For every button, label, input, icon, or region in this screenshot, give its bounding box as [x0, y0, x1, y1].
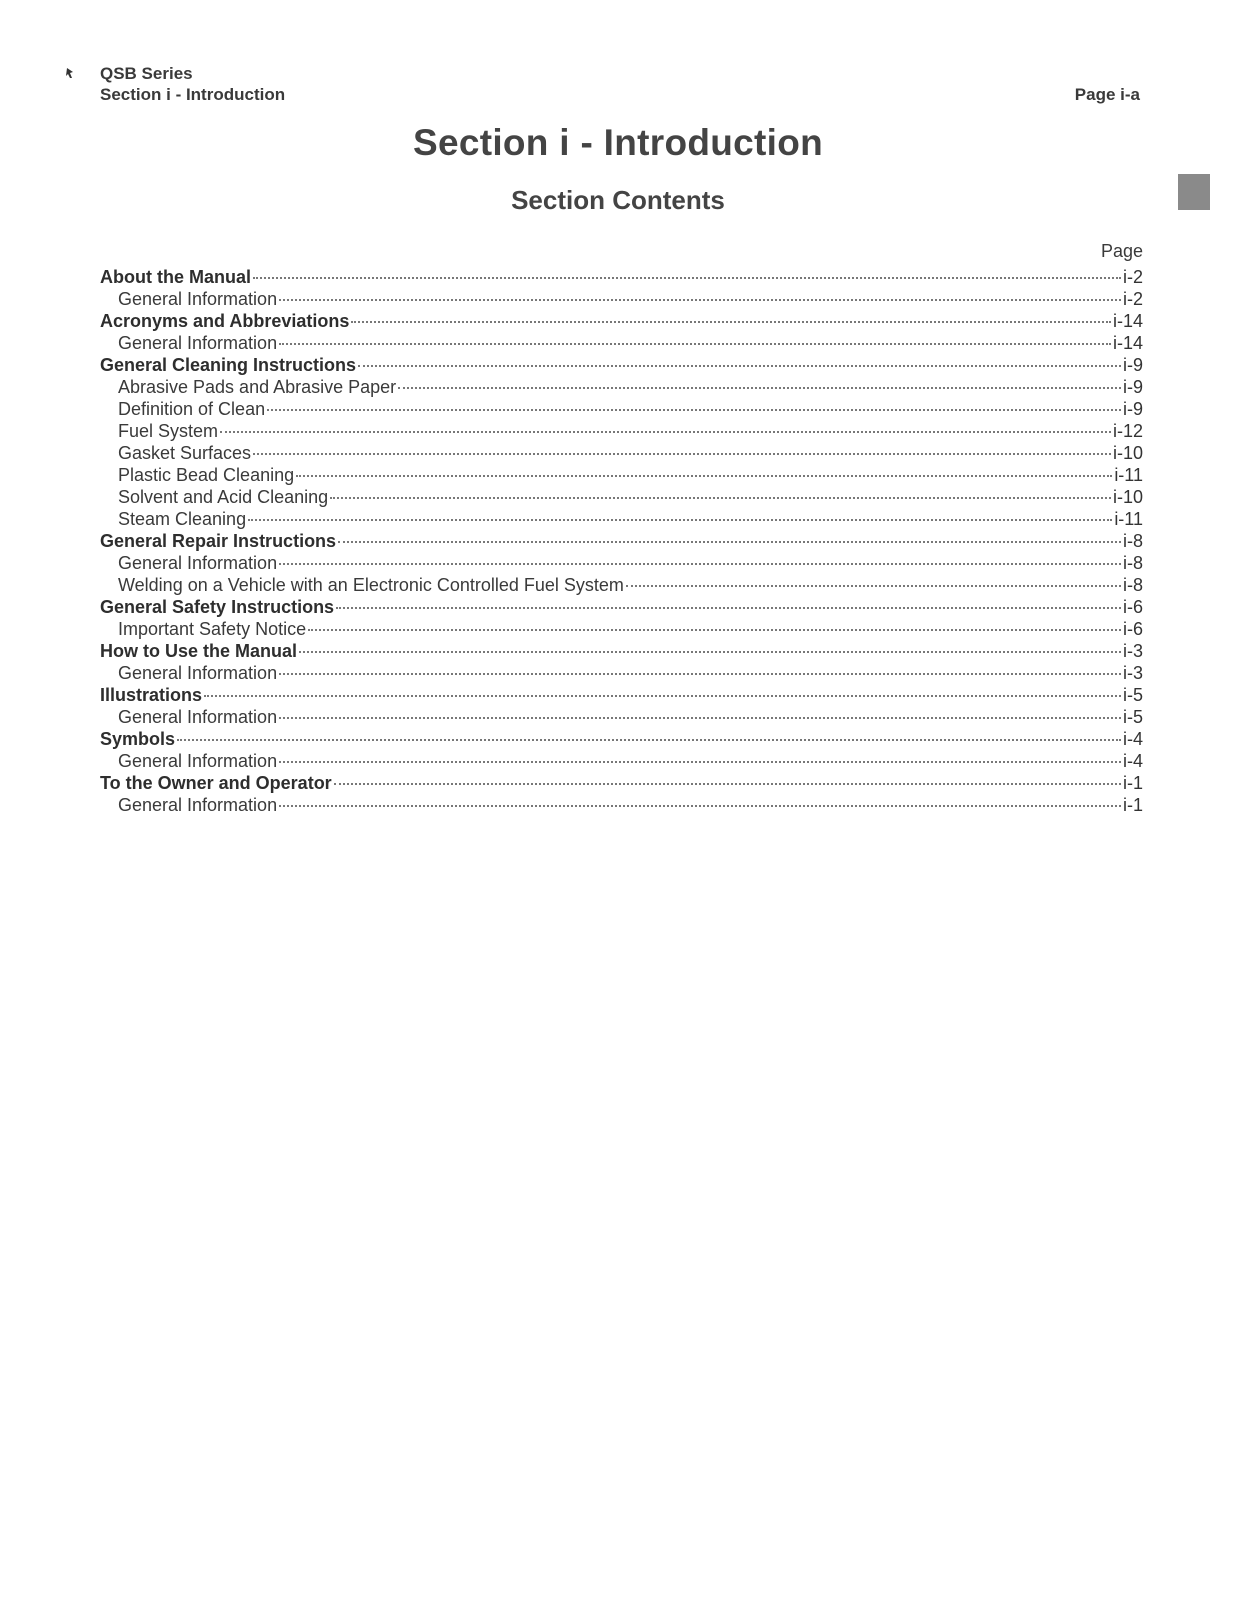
toc-entry-page: i-8 — [1122, 531, 1143, 551]
toc-dot-leader — [279, 805, 1121, 807]
toc-dot-leader — [296, 475, 1112, 477]
toc-subentry[interactable] — [100, 508, 1143, 530]
toc-dot-leader — [279, 563, 1121, 565]
toc-subentry[interactable] — [100, 750, 1143, 772]
toc-dot-leader — [308, 629, 1121, 631]
toc-entry-label: To the Owner and Operator — [100, 773, 332, 793]
toc-entry-page: i-10 — [1112, 443, 1143, 463]
header-page-number: Page i-a — [1074, 85, 1140, 104]
toc-entry-page: i-2 — [1122, 289, 1143, 309]
toc-entry-page: i-9 — [1122, 377, 1143, 397]
toc-dot-leader — [279, 673, 1121, 675]
toc-subentry[interactable] — [100, 794, 1143, 816]
toc-entry-label: General Cleaning Instructions — [100, 355, 357, 375]
header-series: QSB Series — [100, 64, 193, 83]
toc-entry-page: i-9 — [1122, 355, 1143, 375]
toc-entry-label: Definition of Clean — [118, 399, 266, 419]
toc-entry[interactable] — [100, 266, 1143, 288]
running-header — [100, 63, 285, 105]
toc-entry[interactable] — [100, 640, 1143, 662]
toc-entry[interactable] — [100, 772, 1143, 794]
toc-entry-label: General Information — [118, 751, 278, 771]
toc-entry-label: General Repair Instructions — [100, 531, 337, 551]
brand-mark-icon — [64, 66, 78, 80]
toc-entry-page: i-9 — [1122, 399, 1143, 419]
toc-subentry[interactable] — [100, 574, 1143, 596]
table-of-contents — [100, 266, 1143, 816]
toc-entry-label: Gasket Surfaces — [118, 443, 252, 463]
toc-subentry[interactable] — [100, 332, 1143, 354]
toc-entry-label: General Information — [118, 553, 278, 573]
toc-dot-leader — [338, 541, 1121, 543]
toc-entry-label: General Information — [118, 663, 278, 683]
toc-subentry[interactable] — [100, 662, 1143, 684]
toc-entry-page: i-12 — [1112, 421, 1143, 441]
toc-entry-page: i-11 — [1114, 509, 1143, 529]
toc-entry-page: i-14 — [1112, 311, 1143, 331]
toc-subentry[interactable] — [100, 618, 1143, 640]
toc-entry-page: i-5 — [1122, 707, 1143, 727]
toc-entry-label: Important Safety Notice — [118, 619, 307, 639]
page-title: Section i - Introduction — [412, 122, 824, 163]
toc-entry-label: How to Use the Manual — [100, 641, 298, 661]
toc-entry-label: About the Manual — [100, 267, 251, 287]
toc-entry[interactable] — [100, 684, 1143, 706]
toc-entry-page: i-1 — [1122, 795, 1143, 815]
toc-entry[interactable] — [100, 596, 1143, 618]
toc-dot-leader — [279, 299, 1121, 301]
toc-dot-leader — [334, 783, 1121, 785]
toc-subentry[interactable] — [100, 464, 1143, 486]
toc-dot-leader — [279, 761, 1121, 763]
toc-entry-page: i-8 — [1122, 553, 1143, 573]
toc-entry[interactable] — [100, 310, 1143, 332]
toc-dot-leader — [358, 365, 1121, 367]
contents-title: Section Contents — [511, 185, 725, 215]
toc-dot-leader — [253, 453, 1111, 455]
toc-entry[interactable] — [100, 354, 1143, 376]
toc-dot-leader — [398, 387, 1121, 389]
toc-entry-label: General Information — [118, 333, 278, 353]
toc-entry[interactable] — [100, 530, 1143, 552]
toc-entry-page: i-3 — [1122, 641, 1143, 661]
toc-subentry[interactable] — [100, 398, 1143, 420]
toc-entry-page: i-2 — [1122, 267, 1143, 287]
toc-dot-leader — [253, 277, 1121, 279]
toc-dot-leader — [299, 651, 1121, 653]
toc-entry-label: General Information — [118, 795, 278, 815]
toc-subentry[interactable] — [100, 442, 1143, 464]
toc-dot-leader — [267, 409, 1121, 411]
toc-entry-label: Abrasive Pads and Abrasive Paper — [118, 377, 397, 397]
toc-subentry[interactable] — [100, 376, 1143, 398]
header-section: Section i - Introduction — [100, 85, 286, 104]
toc-dot-leader — [279, 343, 1111, 345]
toc-dot-leader — [248, 519, 1112, 521]
toc-dot-leader — [336, 607, 1121, 609]
toc-subentry[interactable] — [100, 420, 1143, 442]
toc-entry-label: General Information — [118, 707, 278, 727]
toc-subentry[interactable] — [100, 552, 1143, 574]
toc-entry-page: i-8 — [1122, 575, 1143, 595]
toc-dot-leader — [204, 695, 1121, 697]
toc-entry-label: Symbols — [100, 729, 176, 749]
toc-entry-label: Welding on a Vehicle with an Electronic Controlled Fuel System — [118, 575, 624, 595]
toc-entry-page: i-3 — [1122, 663, 1143, 683]
toc-dot-leader — [177, 739, 1121, 741]
page-column-label: Page — [1100, 241, 1143, 261]
toc-entry[interactable] — [100, 728, 1143, 750]
toc-entry-label: Fuel System — [118, 421, 219, 441]
toc-entry-page: i-11 — [1114, 465, 1143, 485]
toc-entry-label: General Safety Instructions — [100, 597, 335, 617]
toc-entry-page: i-1 — [1122, 773, 1143, 793]
toc-subentry[interactable] — [100, 486, 1143, 508]
toc-entry-label: General Information — [118, 289, 278, 309]
toc-dot-leader — [330, 497, 1111, 499]
toc-entry-label: Acronyms and Abbreviations — [100, 311, 350, 331]
toc-entry-label: Steam Cleaning — [118, 509, 247, 529]
toc-dot-leader — [279, 717, 1121, 719]
toc-entry-page: i-6 — [1122, 597, 1143, 617]
toc-entry-label: Plastic Bead Cleaning — [118, 465, 295, 485]
toc-dot-leader — [220, 431, 1111, 433]
toc-dot-leader — [351, 321, 1111, 323]
toc-dot-leader — [626, 585, 1121, 587]
toc-entry-label: Illustrations — [100, 685, 203, 705]
toc-subentry[interactable] — [100, 288, 1143, 310]
toc-entry-page: i-10 — [1112, 487, 1143, 507]
toc-entry-page: i-5 — [1122, 685, 1143, 705]
toc-entry-page: i-6 — [1122, 619, 1143, 639]
toc-entry-page: i-14 — [1112, 333, 1143, 353]
toc-entry-page: i-4 — [1122, 729, 1143, 749]
toc-entry-label: Solvent and Acid Cleaning — [118, 487, 329, 507]
toc-entry-page: i-4 — [1122, 751, 1143, 771]
toc-subentry[interactable] — [100, 706, 1143, 728]
